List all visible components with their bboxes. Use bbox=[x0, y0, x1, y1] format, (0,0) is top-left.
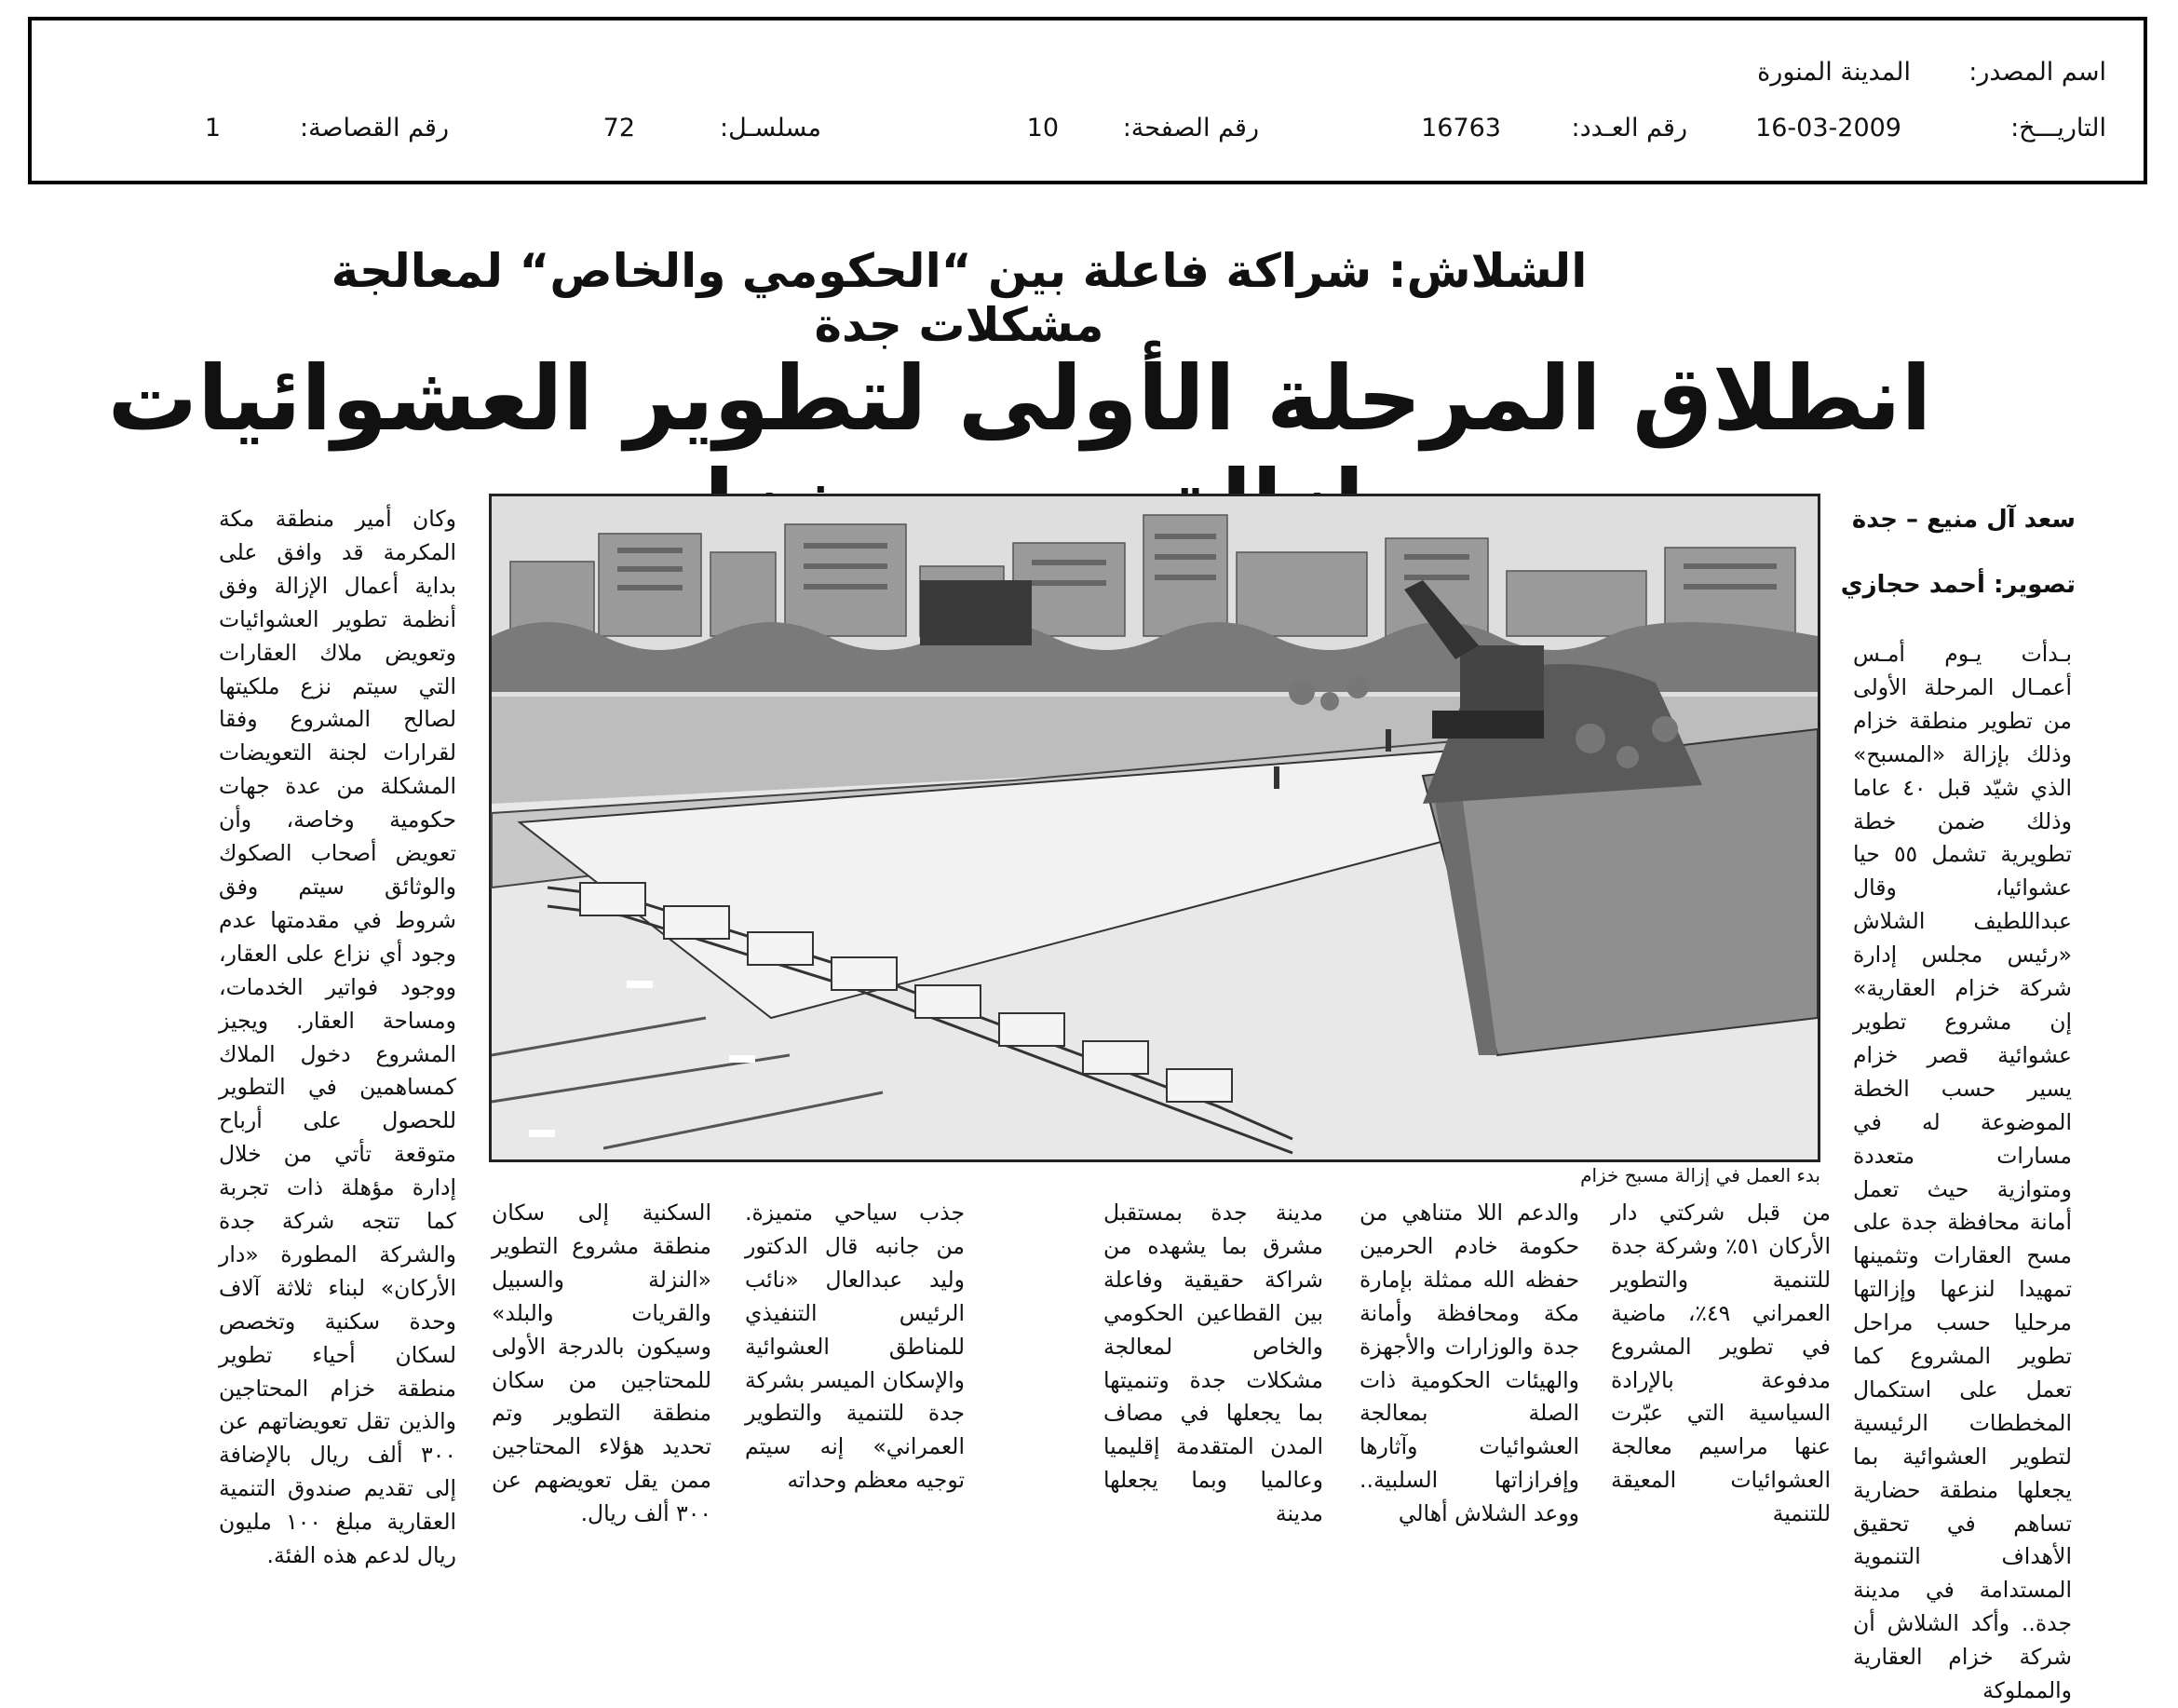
photo-caption: بدء العمل في إزالة مسبح خزام bbox=[1580, 1164, 1820, 1186]
date-value: 16-03-2009 bbox=[1755, 114, 1901, 142]
clip-label: رقم القصاصة: bbox=[299, 114, 449, 142]
demolition-photo-illustration bbox=[492, 496, 1818, 1159]
article-column-4: مدينة جدة بمستقبل مشرق بما يشهده من شراكة حقيقية وفاعلة بين القطاعين الحكومي والخاص لمعالجة مشكلات جدة وتنميتها بما يجعلها في مصاف المدن المتقدمة إقليميا وعالميا وبما يجعلها مدينة bbox=[1103, 1200, 1323, 1527]
issue-value: 16763 bbox=[1421, 114, 1501, 142]
photographer-byline: تصوير: أحمد حجازي bbox=[1840, 571, 2076, 599]
clip-value: 1 bbox=[204, 114, 221, 142]
article-column-6: السكنية إلى سكان منطقة مشروع التطوير «النزلة والسبيل والقريات والبلد» وسيكون بالدرجة الأولى للمحتاجين من سكان منطقة التطوير وتم تحديد هؤلاء المحتاجين ممن يقل تعويضهم عن ٣٠٠ ألف ريال. bbox=[492, 1200, 711, 1527]
date-label: التاريـــخ: bbox=[2010, 114, 2106, 142]
serial-label: مسلسـل: bbox=[719, 114, 821, 142]
clipping-meta-box bbox=[28, 17, 2147, 184]
serial-value: 72 bbox=[602, 114, 635, 142]
author-byline: سعد آل منيع – جدة bbox=[1851, 506, 2076, 534]
article-column-3: والدعم اللا متناهي من حكومة خادم الحرمين حفظه الله ممثلة بإمارة مكة ومحافظة وأمانة جدة والوزارات والأجهزة والهيئات الحكومية ذات الصلة بمعالجة العشوائيات وآثارها وإفرازاتها السلبية.. ووعد الشلاش أهالي bbox=[1360, 1200, 1579, 1527]
article-photo bbox=[489, 494, 1820, 1162]
article-kicker: الشلاش: شراكة فاعلة بين “الحكومي والخاص“ لمعالجة مشكلات جدة bbox=[331, 244, 1588, 352]
page-label: رقم الصفحة: bbox=[1122, 114, 1259, 142]
article-column-5: جذب سياحي متميزة. من جانبه قال الدكتور وليد عبدالعال «نائب الرئيس التنفيذي للمناطق العشوائية والإسكان الميسر بشركة جدة للتنمية والتطوير العمراني» إنه سيتم توجيه معظم وحداته bbox=[745, 1200, 965, 1494]
article-headline: انطلاق المرحلة الأولى لتطوير العشوائيات bbox=[107, 346, 1932, 451]
article-column-1: بـدأت يـوم أمـس أعمـال المرحلة الأولى من تطوير منطقة خزام وذلك بإزالة «المسبح» الذي شيّد قبل ٤٠ عاما وذلك ضمن خطة تطويرية تشمل ٥٥ حيا عشوائيا، وقال عبداللطيف الشلاش «رئيس مجلس إدارة شركة خزام العقارية» إن مشروع تطوير عشوائية قصر خزام يسير حسب الخطة الموضوعة له في مسارات متعددة ومتوازية حيث تعمل أمانة محافظة جدة على مسح العقارات وتثمينها تمهيدا لنزعها وإزالتها مرحليا حسب مراحل تطوير المشروع كما تعمل على استكمال المخططات الرئيسية لتطوير العشوائية بما يجعلها منطقة حضارية تساهم في تحقيق الأهداف التنموية المستدامة في مدينة جدة.. وأكد الشلاش أن شركة خزام العقارية والمملوكة bbox=[1853, 641, 2072, 1704]
article-column-7: وكان أمير منطقة مكة المكرمة قد وافق على بداية أعمال الإزالة وفق أنظمة تطوير العشوائيات وتعويض ملاك العقارات التي سيتم نزع ملكيتها لصالح المشروع وفقا لقرارات لجنة التعويضات المشكلة من عدة جهات حكومية وخاصة، وأن تعويض أصحاب الصكوك والوثائق سيتم وفق شروط في مقدمتها عدم وجود أي نزاع على العقار، ووجود فواتير الخدمات، ومساحة العقار. ويجيز المشروع دخول الملاك كمساهمين في التطوير للحصول على أرباح متوقعة تأتي من خلال إدارة مؤهلة ذات تجربة كما تتجه شركة جدة والشركة المطورة «دار الأركان» لبناء ثلاثة آلاف وحدة سكنية وتخصص لسكان أحياء تطوير منطقة خزام المحتاجين والذين تقل تعويضاتهم عن ٣٠٠ ألف ريال بالإضافة إلى تقديم صندوق التنمية العقارية مبلغ ١٠٠ مليون ريال لدعم هذه الفئة. bbox=[219, 506, 457, 1569]
article-column-2: من قبل شركتي دار الأركان ٥١٪ وشركة جدة للتنمية والتطوير العمراني ٤٩٪، ماضية في تطوير المشروع مدفوعة بالإرادة السياسية التي عبّرت عنها مراسيم معالجة العشوائيات المعيقة للتنمية bbox=[1611, 1200, 1832, 1527]
page-value: 10 bbox=[1026, 114, 1059, 142]
source-value: المدينة المنورة bbox=[1757, 58, 1911, 87]
source-label: اسم المصدر: bbox=[1968, 58, 2106, 87]
issue-label: رقم العـدد: bbox=[1571, 114, 1687, 142]
